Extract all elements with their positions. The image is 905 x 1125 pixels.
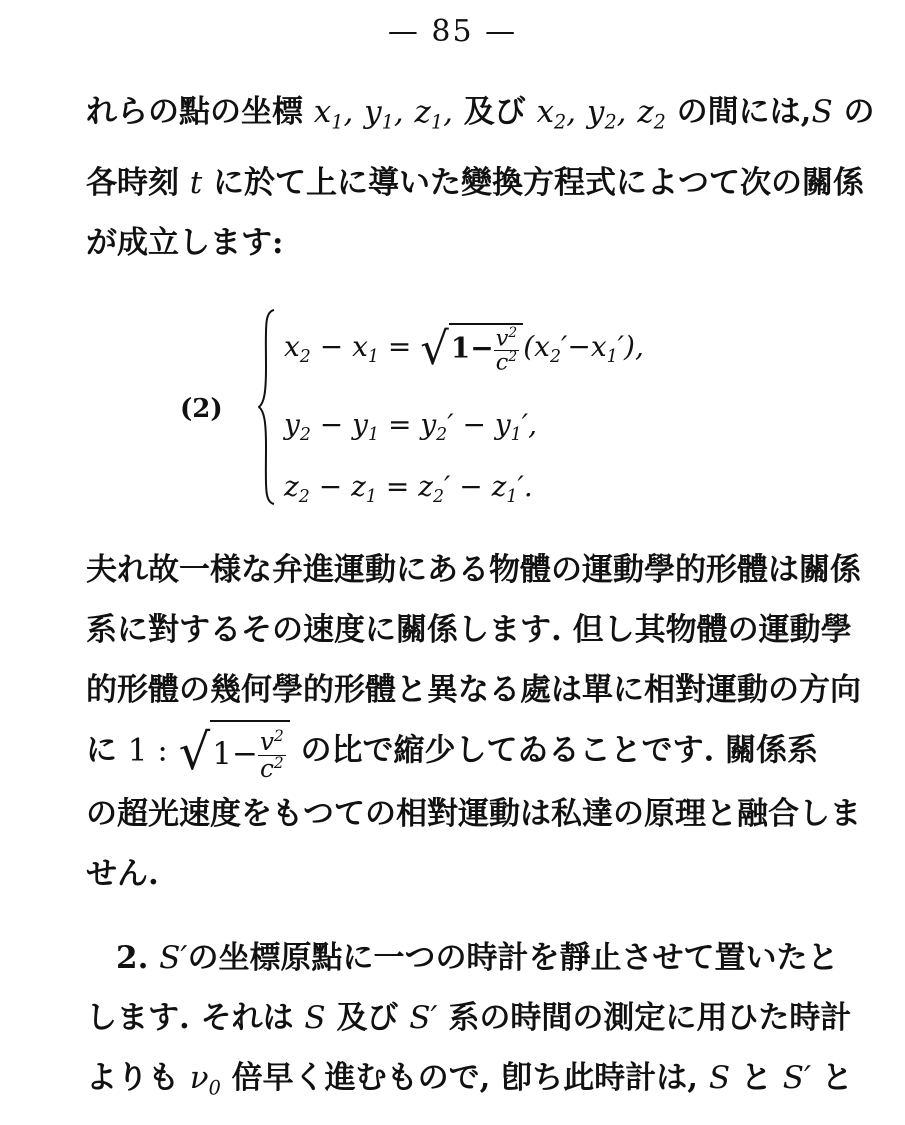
text: と: [740, 1060, 772, 1096]
text: の比で縮少してゐることです. 關係系: [300, 732, 819, 769]
text-line: 系に對するその速度に關係します. 但し其物體の運動學: [86, 612, 852, 648]
text-line: [86, 82, 875, 153]
text-line: せん.: [86, 856, 159, 892]
equation-label: (2): [180, 394, 223, 424]
text: 各時刻: [86, 164, 179, 201]
text-line: [86, 720, 819, 784]
text: 系の時間の測定に用ひた時計: [448, 1000, 852, 1036]
text: 倍早く進むもので, 卽ち此時計は,: [231, 1060, 699, 1096]
paragraph-intro: [86, 82, 875, 273]
math-S-prime: S′: [409, 1000, 438, 1036]
equation-line-y: $y_2 - y_1 = y_2' - y_1'$,: [284, 408, 537, 446]
math-S-prime: S′: [782, 1060, 811, 1096]
equation-line-z: $z_2 - z_1 = z_2' - z_1'$.: [284, 470, 533, 508]
math-x2: $x_2$,: [536, 94, 577, 134]
text: と: [821, 1060, 853, 1096]
text: します. それは: [86, 1000, 294, 1036]
text-line: [86, 988, 852, 1048]
paragraph-contraction: [86, 540, 861, 904]
fraction-v2-c2: $\frac{v^2}{c^2}$: [495, 325, 518, 376]
ratio: 1 :: [127, 732, 168, 769]
math-t: t: [189, 164, 203, 201]
text-line: 的形體の幾何學的形體と異なる處は單に相對運動の方向: [86, 672, 861, 708]
text: に: [86, 732, 117, 769]
text: の坐標原點に一つの時計を靜止させて置いたと: [187, 940, 839, 976]
text-line: の超光速度をもつての相對運動は私達の原理と融合しま: [86, 796, 861, 832]
equation-2: [180, 308, 700, 508]
math-z1: $z_1$,: [414, 94, 453, 134]
fraction-v2-c2: $\frac{v^2}{c^2}$: [259, 726, 284, 784]
section-number: 2.: [116, 940, 149, 976]
math-S: S: [304, 1000, 326, 1036]
left-brace: [258, 308, 276, 506]
math-z2: $z_2$: [637, 94, 666, 134]
text-line: [86, 1048, 853, 1119]
paragraph-section-2: [86, 928, 853, 1119]
math-S-prime: S′: [159, 940, 188, 976]
text: の: [843, 94, 875, 130]
text-line: が成立します:: [86, 224, 284, 261]
math-y1: $y_1$,: [364, 94, 404, 134]
text: れらの點の坐標: [86, 94, 303, 130]
text: に於て上に導いた變換方程式によつて次の關係: [213, 164, 865, 201]
math-y2: $y_2$,: [586, 94, 627, 134]
text-line: [86, 928, 839, 988]
text-line: 夫れ故一様な弁進運動にある物體の運動學的形體は關係: [86, 552, 861, 588]
sqrt-term: √1− $\frac{v^2}{c^2}$: [420, 322, 523, 375]
math-S: S: [708, 1060, 731, 1096]
math-v0: $\nu_0$: [189, 1060, 221, 1100]
text-line: [86, 153, 865, 213]
text: の間には,: [676, 94, 812, 130]
sqrt-term: √1− $\frac{v^2}{c^2}$: [179, 720, 290, 784]
math-x1: $x_1$,: [313, 94, 354, 134]
text: 及び: [463, 94, 526, 130]
math-S: S: [811, 94, 833, 130]
text: よりも: [86, 1060, 179, 1096]
text: 及び: [336, 1000, 399, 1036]
equation-line-x: $x_2 - x_1 = √1-$ $\frac{v^2}{c^2}$ $(x_2'-x_1')$,: [284, 322, 644, 376]
page-number: — 85 —: [387, 14, 518, 49]
